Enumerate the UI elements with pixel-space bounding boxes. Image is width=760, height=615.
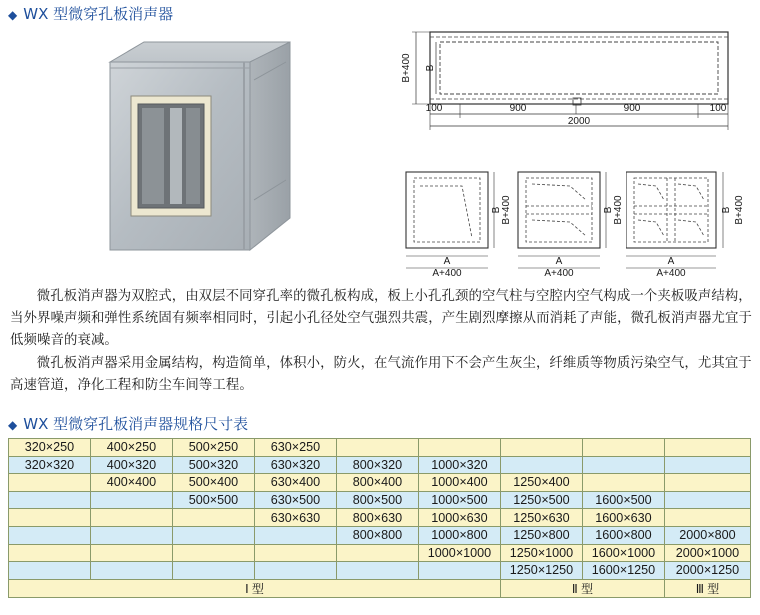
table-cell: 2000×1000 xyxy=(665,544,751,562)
table-cell: 1600×1000 xyxy=(583,544,665,562)
section-a400-label: A+400 xyxy=(432,268,462,276)
table-cell: 400×400 xyxy=(91,474,173,492)
table-cell: 1600×500 xyxy=(583,491,665,509)
table-cell xyxy=(9,544,91,562)
section-a-label: A xyxy=(443,256,451,267)
section-a-label: A xyxy=(555,256,563,267)
section-b400-label: B+400 xyxy=(613,195,624,225)
table-cell: 1000×500 xyxy=(419,491,501,509)
table-cell xyxy=(173,526,255,544)
table-cell: 400×320 xyxy=(91,456,173,474)
type-label: Ⅱ 型 xyxy=(501,579,665,597)
dim-b-label: B xyxy=(425,64,436,72)
table-cell xyxy=(665,509,751,527)
table-cell xyxy=(9,526,91,544)
table-cell xyxy=(91,491,173,509)
cross-section-2 xyxy=(514,168,626,276)
table-cell: 1250×400 xyxy=(501,474,583,492)
table-cell: 800×800 xyxy=(337,526,419,544)
table-cell xyxy=(9,491,91,509)
type-label: Ⅰ 型 xyxy=(9,579,501,597)
table-cell xyxy=(665,474,751,492)
table-row xyxy=(9,439,751,457)
table-cell xyxy=(9,509,91,527)
table-cell xyxy=(665,456,751,474)
table-cell: 1250×1000 xyxy=(501,544,583,562)
table-cell: 320×320 xyxy=(9,456,91,474)
table-cell: 1250×800 xyxy=(501,526,583,544)
table-cell: 1250×630 xyxy=(501,509,583,527)
table-cell xyxy=(337,439,419,457)
dim-900-right: 900 xyxy=(623,103,641,114)
table-cell: 800×630 xyxy=(337,509,419,527)
table-cell xyxy=(91,562,173,580)
table-cell: 630×630 xyxy=(255,509,337,527)
table-cell: 500×320 xyxy=(173,456,255,474)
table-cell: 630×250 xyxy=(255,439,337,457)
type-label: Ⅲ 型 xyxy=(665,579,751,597)
section-b-label: B xyxy=(491,206,502,214)
dim-total-2000: 2000 xyxy=(567,116,591,127)
table-cell xyxy=(419,562,501,580)
table-cell: 630×500 xyxy=(255,491,337,509)
section-heading xyxy=(8,3,173,24)
table-cell xyxy=(665,439,751,457)
table-cell: 800×320 xyxy=(337,456,419,474)
section-a400-label: A+400 xyxy=(544,268,574,276)
table-cell: 800×500 xyxy=(337,491,419,509)
paragraph-text: 微孔板消声器为双腔式，由双层不同穿孔率的微孔板构成，板上小孔孔颈的空气柱与空腔内空气构成一个夹板吸声结构，当外界噪声频和弹性系统固有频率相同时，引起小孔径处空气强烈共震，产生剧烈摩擦从而消耗了声能，微孔板消声器尤宜于低频噪音的衰减。 xyxy=(10,289,752,348)
table-cell: 500×400 xyxy=(173,474,255,492)
dim-left-100: 100 xyxy=(425,103,443,114)
dim-b400-label: B+400 xyxy=(401,53,412,83)
heading-text: WX 型微穿孔板消声器 xyxy=(23,5,174,23)
table-cell xyxy=(255,526,337,544)
table-cell xyxy=(501,439,583,457)
description-paragraph-1 xyxy=(10,286,755,352)
table-cell: 500×500 xyxy=(173,491,255,509)
paragraph-text: 微孔板消声器采用金属结构，构造简单，体积小，防火，在气流作用下不会产生灰尘，纤维质等物质污染空气，尤其宜于高速管道，净化工程和防尘车间等工程。 xyxy=(10,356,752,393)
diamond-bullet-icon: ◆ xyxy=(8,418,18,432)
heading-text: WX 型微穿孔板消声器规格尺寸表 xyxy=(23,415,249,433)
table-cell: 1000×1000 xyxy=(419,544,501,562)
table-cell xyxy=(583,474,665,492)
table-cell xyxy=(583,456,665,474)
table-row xyxy=(9,491,751,509)
table-cell xyxy=(91,509,173,527)
table-cell: 2000×800 xyxy=(665,526,751,544)
section-b400-label: B+400 xyxy=(501,195,512,225)
table-row xyxy=(9,544,751,562)
table-cell xyxy=(255,562,337,580)
table-cell: 1000×400 xyxy=(419,474,501,492)
table-cell xyxy=(337,562,419,580)
silencer-photo xyxy=(104,40,292,252)
spec-table xyxy=(8,438,751,598)
table-cell: 1250×1250 xyxy=(501,562,583,580)
table-cell: 630×320 xyxy=(255,456,337,474)
description-paragraph-2 xyxy=(10,353,755,397)
table-cell: 1250×500 xyxy=(501,491,583,509)
table-cell: 320×250 xyxy=(9,439,91,457)
cross-section-1 xyxy=(400,168,512,276)
section-b-label: B xyxy=(603,206,614,214)
section-b400-label: B+400 xyxy=(734,195,745,225)
table-cell: 800×400 xyxy=(337,474,419,492)
table-cell: 500×250 xyxy=(173,439,255,457)
table-cell: 2000×1250 xyxy=(665,562,751,580)
table-cell: 400×250 xyxy=(91,439,173,457)
table-cell: 1600×630 xyxy=(583,509,665,527)
type-row xyxy=(9,579,751,597)
table-row xyxy=(9,526,751,544)
table-row xyxy=(9,456,751,474)
table-cell xyxy=(91,544,173,562)
table-cell xyxy=(419,439,501,457)
section-a400-label: A+400 xyxy=(656,268,686,276)
table-cell: 1000×630 xyxy=(419,509,501,527)
table-cell: 630×400 xyxy=(255,474,337,492)
table-cell xyxy=(173,562,255,580)
dim-right-100: 100 xyxy=(709,103,727,114)
table-cell xyxy=(255,544,337,562)
table-cell xyxy=(583,439,665,457)
section-heading xyxy=(8,413,248,434)
table-row xyxy=(9,562,751,580)
table-cell xyxy=(501,456,583,474)
diamond-bullet-icon: ◆ xyxy=(8,8,18,22)
section-a-label: A xyxy=(667,256,675,267)
table-cell xyxy=(173,509,255,527)
section-b-label: B xyxy=(721,206,732,214)
dim-900-left: 900 xyxy=(509,103,527,114)
table-cell: 1000×800 xyxy=(419,526,501,544)
table-cell xyxy=(9,474,91,492)
table-cell: 1600×1250 xyxy=(583,562,665,580)
cross-section-3 xyxy=(626,168,750,276)
table-row xyxy=(9,474,751,492)
table-cell xyxy=(665,491,751,509)
table-cell xyxy=(9,562,91,580)
table-cell xyxy=(173,544,255,562)
table-cell xyxy=(337,544,419,562)
table-row xyxy=(9,509,751,527)
table-cell: 1000×320 xyxy=(419,456,501,474)
table-cell xyxy=(91,526,173,544)
table-cell: 1600×800 xyxy=(583,526,665,544)
side-elevation-drawing xyxy=(400,18,760,136)
